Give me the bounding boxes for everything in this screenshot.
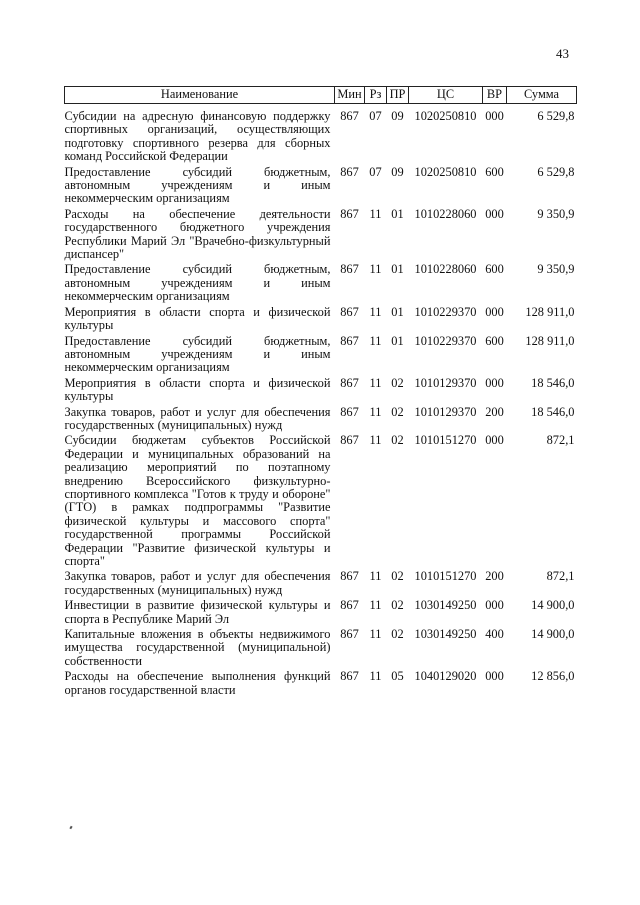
cell-vr: 000 bbox=[485, 669, 504, 684]
table-row bbox=[65, 433, 577, 569]
cell-min: 867 bbox=[340, 333, 359, 348]
cell-pr: 02 bbox=[391, 569, 404, 584]
table-row bbox=[65, 627, 577, 669]
cell-min: 867 bbox=[340, 109, 359, 123]
cell-sum: 128 911,0 bbox=[525, 304, 575, 319]
cell-rz: 11 bbox=[369, 433, 382, 448]
table-row bbox=[65, 376, 577, 405]
cell-name: Субсидии бюджетам субъектов Российской Федерации и муниципальных образований на реализацию мероприятий по поэтапному внедрению Всероссийского физкультурно-спортивного комплекса "Готов к труду и обороне" (ГТО) в рамках подпрограммы "Развитие физической культуры и массового спорта" государственной программы Российской Федерации "Развитие физической культуры и спорта" bbox=[64, 433, 331, 568]
cell-min: 867 bbox=[340, 569, 359, 584]
cell-min: 867 bbox=[340, 669, 359, 684]
cell-rz: 11 bbox=[369, 627, 382, 642]
cell-sum: 872,1 bbox=[546, 569, 575, 584]
cell-vr: 000 bbox=[485, 598, 504, 613]
cell-pr: 01 bbox=[391, 304, 404, 319]
cell-pr: 02 bbox=[391, 375, 404, 390]
cell-vr: 600 bbox=[485, 262, 504, 277]
cell-cs: 1010129370 bbox=[414, 404, 477, 419]
table-header-row bbox=[65, 87, 577, 104]
cell-rz: 07 bbox=[369, 109, 382, 123]
cell-min: 867 bbox=[340, 304, 359, 319]
cell-min: 867 bbox=[340, 433, 359, 448]
header-pr: ПР bbox=[387, 87, 409, 104]
cell-min: 867 bbox=[340, 598, 359, 613]
cell-min: 867 bbox=[340, 164, 359, 179]
cell-rz: 11 bbox=[369, 404, 382, 419]
cell-name: Закупка товаров, работ и услуг для обеспечения государственных (муниципальных) нужд bbox=[64, 404, 331, 432]
cell-vr: 000 bbox=[485, 304, 504, 319]
cell-cs: 1030149250 bbox=[414, 598, 477, 613]
cell-name: Капитальные вложения в объекты недвижимого имущества государственной (муниципальной) собственности bbox=[64, 627, 331, 668]
table-row bbox=[65, 207, 577, 263]
table-row bbox=[65, 405, 577, 434]
cell-name: Предоставление субсидий бюджетным, автономным учреждениям и иным некоммерческим организациям bbox=[64, 262, 331, 304]
budget-table bbox=[64, 86, 577, 698]
cell-cs: 1010229370 bbox=[414, 304, 477, 319]
cell-cs: 1020250810 bbox=[414, 109, 477, 123]
cell-vr: 000 bbox=[485, 433, 504, 448]
cell-name: Расходы на обеспечение выполнения функций органов государственной власти bbox=[64, 669, 331, 697]
cell-rz: 11 bbox=[369, 333, 382, 348]
table-row bbox=[65, 165, 577, 207]
table-row bbox=[65, 262, 577, 304]
cell-pr: 02 bbox=[391, 627, 404, 642]
cell-name: Инвестиции в развитие физической культуры и спорта в Республике Марий Эл bbox=[64, 598, 331, 626]
cell-sum: 14 900,0 bbox=[531, 598, 575, 613]
table-row bbox=[65, 598, 577, 627]
cell-sum: 872,1 bbox=[546, 433, 575, 448]
scan-mark bbox=[69, 826, 72, 830]
cell-cs: 1010151270 bbox=[414, 433, 477, 448]
cell-pr: 09 bbox=[391, 109, 404, 123]
cell-cs: 1010129370 bbox=[414, 375, 477, 390]
cell-name: Предоставление субсидий бюджетным, автономным учреждениям и иным некоммерческим организациям bbox=[64, 164, 331, 206]
cell-sum: 9 350,9 bbox=[537, 206, 575, 221]
header-cs: ЦС bbox=[409, 87, 483, 104]
cell-pr: 01 bbox=[391, 206, 404, 221]
cell-vr: 400 bbox=[485, 627, 504, 642]
cell-name: Мероприятия в области спорта и физической культуры bbox=[64, 304, 331, 333]
header-rz: Рз bbox=[365, 87, 387, 104]
cell-sum: 6 529,8 bbox=[537, 164, 575, 179]
table-row bbox=[65, 669, 577, 698]
cell-rz: 11 bbox=[369, 598, 382, 613]
cell-min: 867 bbox=[340, 206, 359, 221]
cell-rz: 11 bbox=[369, 304, 382, 319]
cell-sum: 18 546,0 bbox=[531, 404, 575, 419]
table-body bbox=[65, 104, 577, 699]
cell-sum: 9 350,9 bbox=[537, 262, 575, 277]
cell-pr: 05 bbox=[391, 669, 404, 684]
cell-sum: 14 900,0 bbox=[531, 627, 575, 642]
cell-vr: 200 bbox=[485, 404, 504, 419]
cell-rz: 11 bbox=[369, 375, 382, 390]
cell-pr: 01 bbox=[391, 262, 404, 277]
cell-cs: 1010228060 bbox=[414, 206, 477, 221]
cell-min: 867 bbox=[340, 404, 359, 419]
cell-cs: 1040129020 bbox=[414, 669, 477, 684]
cell-sum: 128 911,0 bbox=[525, 333, 575, 348]
cell-sum: 12 856,0 bbox=[531, 669, 575, 684]
cell-name: Мероприятия в области спорта и физической культуры bbox=[64, 375, 331, 404]
cell-sum: 18 546,0 bbox=[531, 375, 575, 390]
cell-cs: 1010229370 bbox=[414, 333, 477, 348]
cell-rz: 07 bbox=[369, 164, 382, 179]
header-name: Наименование bbox=[65, 87, 335, 104]
cell-min: 867 bbox=[340, 375, 359, 390]
cell-sum: 6 529,8 bbox=[537, 109, 575, 123]
cell-rz: 11 bbox=[369, 669, 382, 684]
cell-pr: 09 bbox=[391, 164, 404, 179]
table-row bbox=[65, 569, 577, 598]
cell-vr: 200 bbox=[485, 569, 504, 584]
cell-min: 867 bbox=[340, 627, 359, 642]
cell-cs: 1020250810 bbox=[414, 164, 477, 179]
cell-vr: 600 bbox=[485, 333, 504, 348]
cell-pr: 01 bbox=[391, 333, 404, 348]
header-vr: ВР bbox=[483, 87, 507, 104]
cell-cs: 1030149250 bbox=[414, 627, 477, 642]
cell-name: Субсидии на адресную финансовую поддержку спортивных организаций, осуществляющих подготовку спортивного резерва для сборных команд Российской Федерации bbox=[64, 109, 331, 164]
cell-vr: 000 bbox=[485, 206, 504, 221]
cell-pr: 02 bbox=[391, 433, 404, 448]
page-number: 43 bbox=[556, 46, 569, 61]
cell-rz: 11 bbox=[369, 206, 382, 221]
cell-pr: 02 bbox=[391, 598, 404, 613]
header-min: Мин bbox=[335, 87, 365, 104]
cell-rz: 11 bbox=[369, 569, 382, 584]
cell-name: Предоставление субсидий бюджетным, автономным учреждениям и иным некоммерческим организациям bbox=[64, 333, 331, 375]
cell-vr: 000 bbox=[485, 375, 504, 390]
table-row bbox=[65, 305, 577, 334]
cell-name: Расходы на обеспечение деятельности государственного бюджетного учреждения Республики Марий Эл "Врачебно-физкультурный диспансер" bbox=[64, 206, 331, 262]
cell-name: Закупка товаров, работ и услуг для обеспечения государственных (муниципальных) нужд bbox=[64, 569, 331, 597]
cell-pr: 02 bbox=[391, 404, 404, 419]
cell-rz: 11 bbox=[369, 262, 382, 277]
cell-cs: 1010151270 bbox=[414, 569, 477, 584]
table-row bbox=[65, 104, 577, 165]
table-row bbox=[65, 334, 577, 376]
cell-vr: 000 bbox=[485, 109, 504, 123]
header-sum: Сумма bbox=[507, 87, 577, 104]
cell-min: 867 bbox=[340, 262, 359, 277]
cell-cs: 1010228060 bbox=[414, 262, 477, 277]
cell-vr: 600 bbox=[485, 164, 504, 179]
